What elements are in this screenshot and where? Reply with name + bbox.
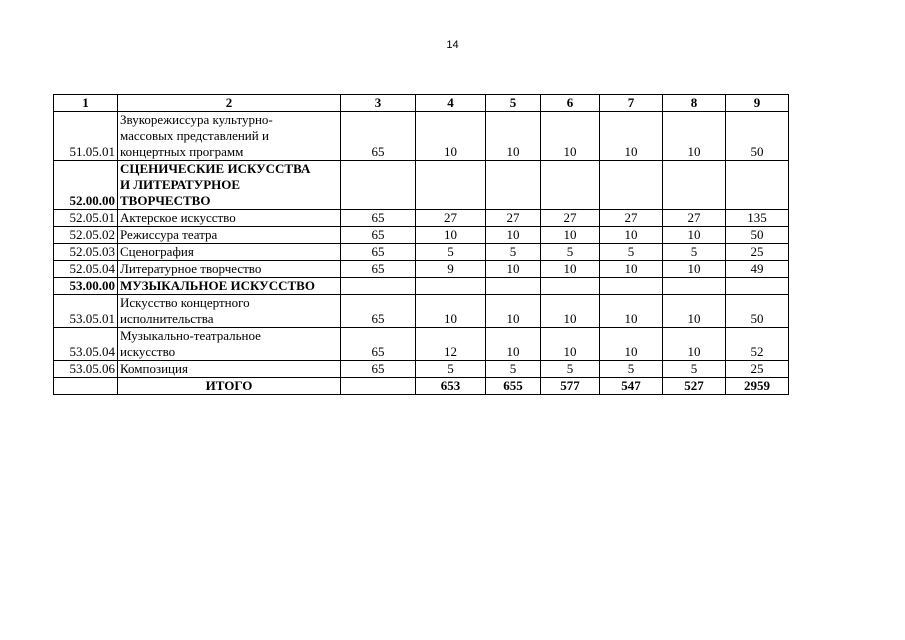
column-header: 7 <box>600 95 663 112</box>
value-cell: 10 <box>663 295 726 328</box>
name-cell <box>118 295 341 328</box>
column-header: 6 <box>541 95 600 112</box>
column-header: 8 <box>663 95 726 112</box>
value-cell: 65 <box>341 112 416 161</box>
name-line: Искусство концертного <box>120 295 250 310</box>
value-cell <box>341 161 416 210</box>
code-cell: 51.05.01 <box>54 112 118 161</box>
data-table <box>53 94 789 395</box>
name-line: И ЛИТЕРАТУРНОЕ <box>120 177 241 192</box>
table-row <box>54 328 789 361</box>
value-cell <box>341 278 416 295</box>
value-cell: 5 <box>486 361 541 378</box>
value-cell: 10 <box>486 227 541 244</box>
value-cell: 10 <box>600 261 663 278</box>
total-cell <box>341 378 416 395</box>
name-line: МУЗЫКАЛЬНОЕ ИСКУССТВО <box>120 278 315 293</box>
total-row <box>54 378 789 395</box>
total-cell: 527 <box>663 378 726 395</box>
name-line: Режиссура театра <box>120 227 218 242</box>
table-row <box>54 361 789 378</box>
value-cell: 65 <box>341 244 416 261</box>
value-cell <box>663 278 726 295</box>
name-line: ТВОРЧЕСТВО <box>120 193 211 208</box>
code-cell: 53.05.04 <box>54 328 118 361</box>
section-row <box>54 278 789 295</box>
code-cell: 53.05.06 <box>54 361 118 378</box>
column-header: 5 <box>486 95 541 112</box>
total-code-cell <box>54 378 118 395</box>
value-cell: 9 <box>416 261 486 278</box>
total-label: ИТОГО <box>118 378 341 395</box>
table-row <box>54 244 789 261</box>
value-cell <box>486 161 541 210</box>
value-cell: 5 <box>416 361 486 378</box>
table-row <box>54 261 789 278</box>
value-cell: 52 <box>726 328 789 361</box>
name-line: Сценография <box>120 244 194 259</box>
value-cell: 27 <box>416 210 486 227</box>
value-cell: 10 <box>663 261 726 278</box>
name-cell <box>118 278 341 295</box>
total-cell: 547 <box>600 378 663 395</box>
value-cell: 10 <box>541 328 600 361</box>
column-header: 9 <box>726 95 789 112</box>
value-cell: 10 <box>663 328 726 361</box>
value-cell: 10 <box>541 295 600 328</box>
name-line: искусство <box>120 344 176 359</box>
value-cell: 10 <box>663 112 726 161</box>
value-cell: 65 <box>341 361 416 378</box>
value-cell: 5 <box>541 361 600 378</box>
value-cell: 5 <box>416 244 486 261</box>
name-line: массовых представлений и <box>120 128 269 143</box>
value-cell <box>486 278 541 295</box>
value-cell: 5 <box>663 361 726 378</box>
value-cell <box>541 161 600 210</box>
code-cell: 53.00.00 <box>54 278 118 295</box>
column-header: 4 <box>416 95 486 112</box>
value-cell: 10 <box>416 295 486 328</box>
code-cell: 52.05.03 <box>54 244 118 261</box>
value-cell: 5 <box>600 244 663 261</box>
value-cell <box>416 161 486 210</box>
value-cell: 5 <box>541 244 600 261</box>
value-cell: 10 <box>541 112 600 161</box>
table-body <box>54 112 789 378</box>
name-line: концертных программ <box>120 144 244 159</box>
value-cell: 10 <box>600 328 663 361</box>
value-cell: 25 <box>726 361 789 378</box>
total-cell: 577 <box>541 378 600 395</box>
name-line: Литературное творчество <box>120 261 262 276</box>
page-number: 14 <box>446 39 459 51</box>
name-line: Композиция <box>120 361 188 376</box>
value-cell: 49 <box>726 261 789 278</box>
name-line: исполнительства <box>120 311 214 326</box>
value-cell: 25 <box>726 244 789 261</box>
name-cell <box>118 112 341 161</box>
value-cell: 10 <box>416 227 486 244</box>
name-cell <box>118 261 341 278</box>
name-cell <box>118 244 341 261</box>
value-cell: 10 <box>600 112 663 161</box>
value-cell: 50 <box>726 112 789 161</box>
name-cell <box>118 227 341 244</box>
header-row <box>54 95 789 112</box>
value-cell <box>663 161 726 210</box>
name-line: СЦЕНИЧЕСКИЕ ИСКУССТВА <box>120 161 311 176</box>
code-cell: 52.05.02 <box>54 227 118 244</box>
name-cell <box>118 328 341 361</box>
total-cell: 653 <box>416 378 486 395</box>
value-cell: 10 <box>541 261 600 278</box>
value-cell: 65 <box>341 295 416 328</box>
name-line: Звукорежиссура культурно- <box>120 112 273 127</box>
column-header: 1 <box>54 95 118 112</box>
value-cell: 10 <box>486 261 541 278</box>
code-cell: 52.05.04 <box>54 261 118 278</box>
value-cell: 27 <box>600 210 663 227</box>
value-cell: 10 <box>416 112 486 161</box>
table-row <box>54 112 789 161</box>
value-cell: 50 <box>726 227 789 244</box>
value-cell: 65 <box>341 227 416 244</box>
section-row <box>54 161 789 210</box>
column-header: 3 <box>341 95 416 112</box>
table-row <box>54 227 789 244</box>
value-cell: 5 <box>486 244 541 261</box>
value-cell: 5 <box>663 244 726 261</box>
name-cell <box>118 161 341 210</box>
value-cell <box>726 278 789 295</box>
value-cell: 65 <box>341 210 416 227</box>
value-cell: 65 <box>341 261 416 278</box>
value-cell <box>726 161 789 210</box>
column-header: 2 <box>118 95 341 112</box>
value-cell: 27 <box>541 210 600 227</box>
value-cell <box>541 278 600 295</box>
value-cell: 10 <box>600 227 663 244</box>
name-cell <box>118 361 341 378</box>
value-cell: 10 <box>486 328 541 361</box>
value-cell <box>416 278 486 295</box>
value-cell: 27 <box>663 210 726 227</box>
value-cell: 10 <box>541 227 600 244</box>
code-cell: 52.05.01 <box>54 210 118 227</box>
total-cell: 2959 <box>726 378 789 395</box>
value-cell: 135 <box>726 210 789 227</box>
value-cell: 50 <box>726 295 789 328</box>
value-cell <box>600 278 663 295</box>
value-cell: 65 <box>341 328 416 361</box>
value-cell: 10 <box>486 295 541 328</box>
value-cell: 10 <box>663 227 726 244</box>
table-row <box>54 295 789 328</box>
code-cell: 52.00.00 <box>54 161 118 210</box>
name-line: Музыкально-театральное <box>120 328 261 343</box>
table-row <box>54 210 789 227</box>
value-cell: 10 <box>600 295 663 328</box>
value-cell: 10 <box>486 112 541 161</box>
code-cell: 53.05.01 <box>54 295 118 328</box>
name-line: Актерское искусство <box>120 210 236 225</box>
value-cell: 27 <box>486 210 541 227</box>
value-cell: 5 <box>600 361 663 378</box>
name-cell <box>118 210 341 227</box>
total-cell: 655 <box>486 378 541 395</box>
value-cell: 12 <box>416 328 486 361</box>
value-cell <box>600 161 663 210</box>
